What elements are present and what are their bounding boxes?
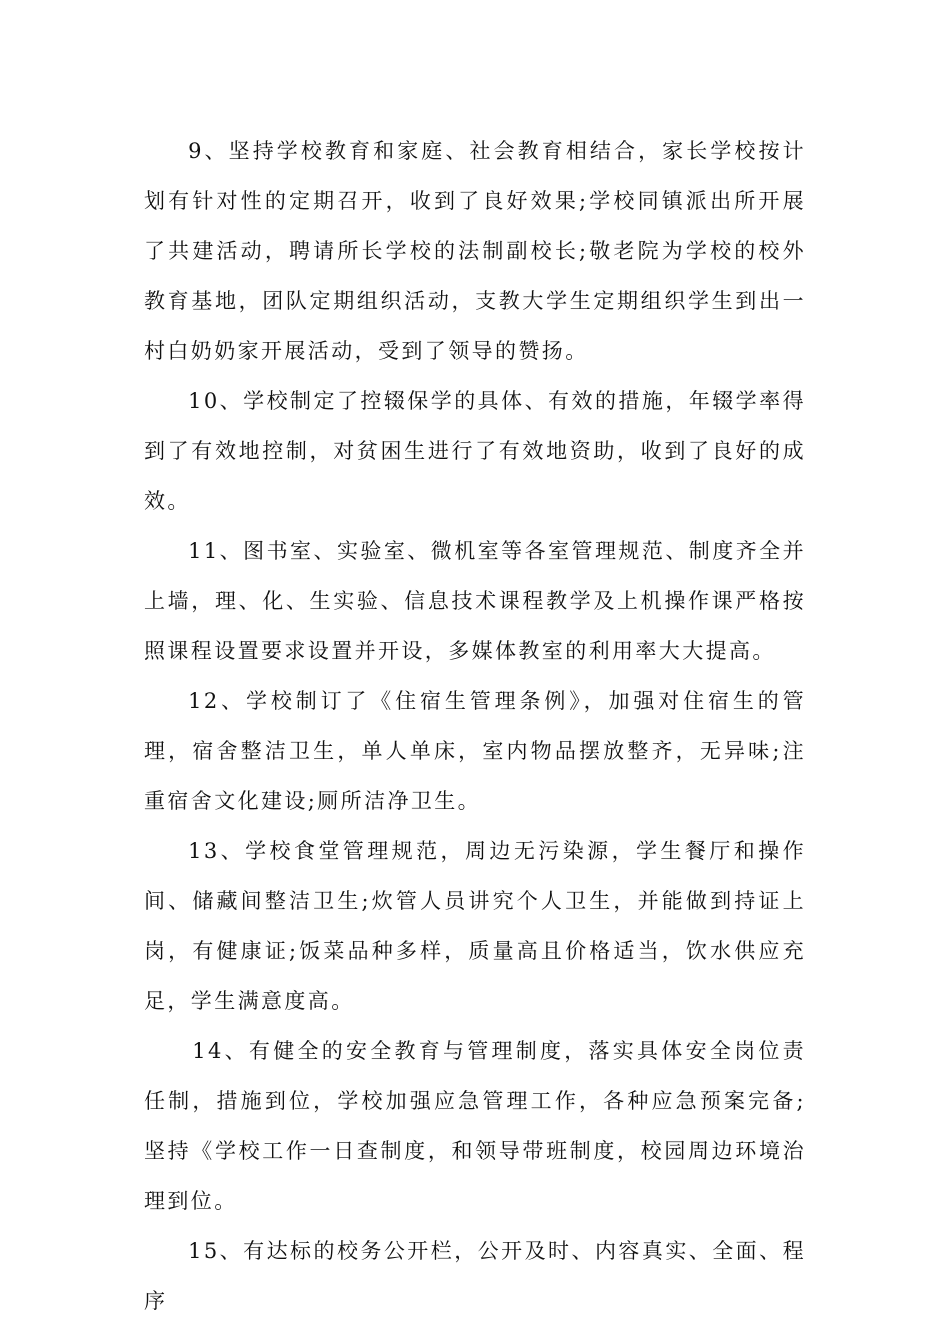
paragraph-13: 13、学校食堂管理规范，周边无污染源，学生餐厅和操作间、储藏间整洁卫生;炊管人员讲究个人卫生，并能做到持证上岗，有健康证;饭菜品种多样，质量高且价格适当，饮水供应充足，学生满意度高。 [144,839,806,1013]
paragraph-14: 14、有健全的安全教育与管理制度，落实具体安全岗位责任制，措施到位，学校加强应急管理工作，各种应急预案完备;坚持《学校工作一日查制度，和领导带班制度，校园周边环境治理到位。 [144,1039,806,1213]
paragraph-11: 11、图书室、实验室、微机室等各室管理规范、制度齐全并上墙，理、化、生实验、信息技术课程教学及上机操作课严格按照课程设置要求设置并开设，多媒体教室的利用率大大提高。 [144,539,806,663]
document-body [144,126,806,1326]
paragraph-9: 9、坚持学校教育和家庭、社会教育相结合，家长学校按计划有针对性的定期召开，收到了良好效果;学校同镇派出所开展了共建活动，聘请所长学校的法制副校长;敬老院为学校的校外教育基地，团队定期组织活动，支教大学生定期组织学生到出一村白奶奶家开展活动，受到了领导的赞扬。 [144,139,806,363]
paragraph-15: 15、有达标的校务公开栏，公开及时、内容真实、全面、程序 [144,1239,806,1313]
paragraph-12: 12、学校制订了《住宿生管理条例》，加强对住宿生的管理，宿舍整洁卫生，单人单床，室内物品摆放整齐，无异味;注重宿舍文化建设;厕所洁净卫生。 [144,689,806,813]
paragraph-10: 10、学校制定了控辍保学的具体、有效的措施，年辍学率得到了有效地控制，对贫困生进行了有效地资助，收到了良好的成效。 [144,389,806,513]
